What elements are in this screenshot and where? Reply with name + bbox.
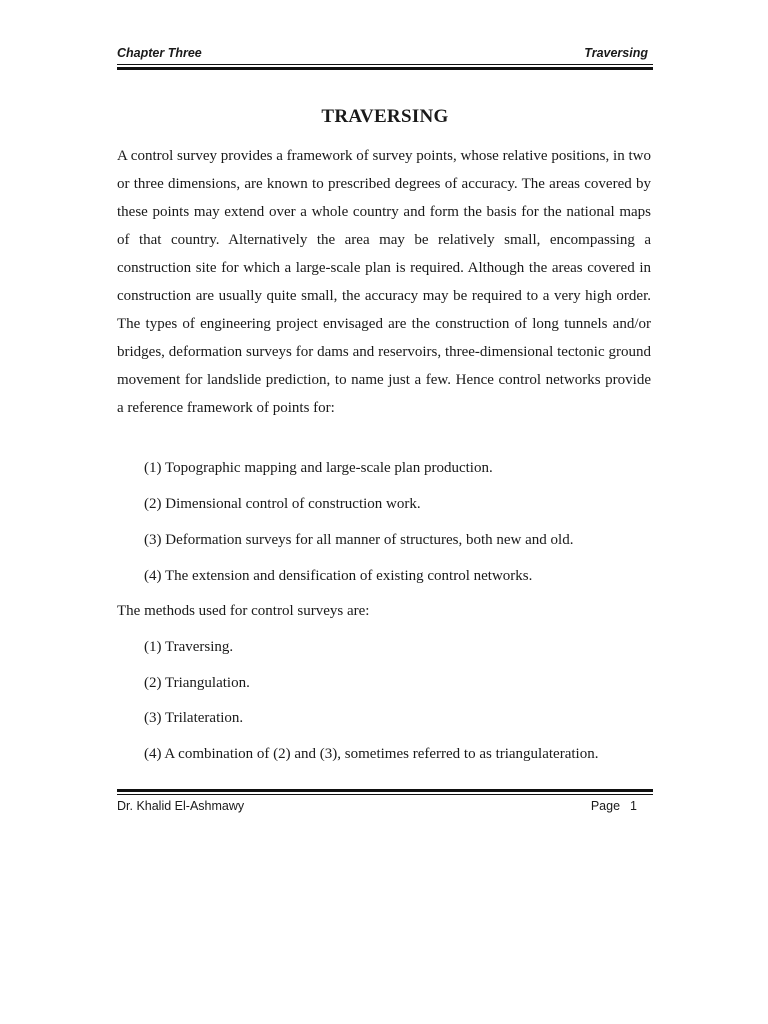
author-label: Dr. Khalid El-Ashmawy <box>117 799 245 813</box>
chapter-label: Chapter Three <box>117 46 202 60</box>
page-label: Page <box>590 799 621 813</box>
header-rule-thin <box>117 64 653 65</box>
page-indicator <box>591 799 637 813</box>
header-rule-thick <box>117 67 653 70</box>
methods-intro: The methods used for control surveys are: <box>117 603 370 619</box>
list-item: (2) Triangulation. <box>144 675 250 691</box>
list-item: (4) The extension and densification of existing control networks. <box>144 568 533 584</box>
page-title: TRAVERSING <box>321 106 449 127</box>
page-header <box>117 46 653 64</box>
list-item: (4) A combination of (2) and (3), sometimes referred to as triangulateration. <box>144 746 599 762</box>
list-item: (2) Dimensional control of construction work. <box>144 496 421 512</box>
topic-label: Traversing <box>584 46 648 60</box>
list-item: (3) Trilateration. <box>144 710 244 726</box>
page-number: 1 <box>630 799 637 813</box>
footer-rule-thin <box>117 794 653 795</box>
list-item: (3) Deformation surveys for all manner of structures, both new and old. <box>144 532 574 548</box>
list-item: (1) Topographic mapping and large-scale plan production. <box>144 460 493 476</box>
page-footer <box>117 799 653 817</box>
list-item: (1) Traversing. <box>144 639 234 655</box>
intro-paragraph: A control survey provides a framework of survey points, whose relative positions, in two or three dimensions, are known to prescribed degrees of accuracy. The areas covered by these points may extend over a whole country and form the basis for the national maps of that country. Alternatively the area may be relatively small, encompassing a construction site for which a large-scale plan is required. Although the areas covered in construction are usually quite small, the accuracy may be required to a very high order. The types of engineering project envisaged are the construction of long tunnels and/or bridges, deformation surveys for dams and reservoirs, three-dimensional tectonic ground movement for landslide prediction, to name just a few. Hence control networks provide a reference framework of points for: <box>117 148 651 416</box>
footer-rule-thick <box>117 789 653 792</box>
